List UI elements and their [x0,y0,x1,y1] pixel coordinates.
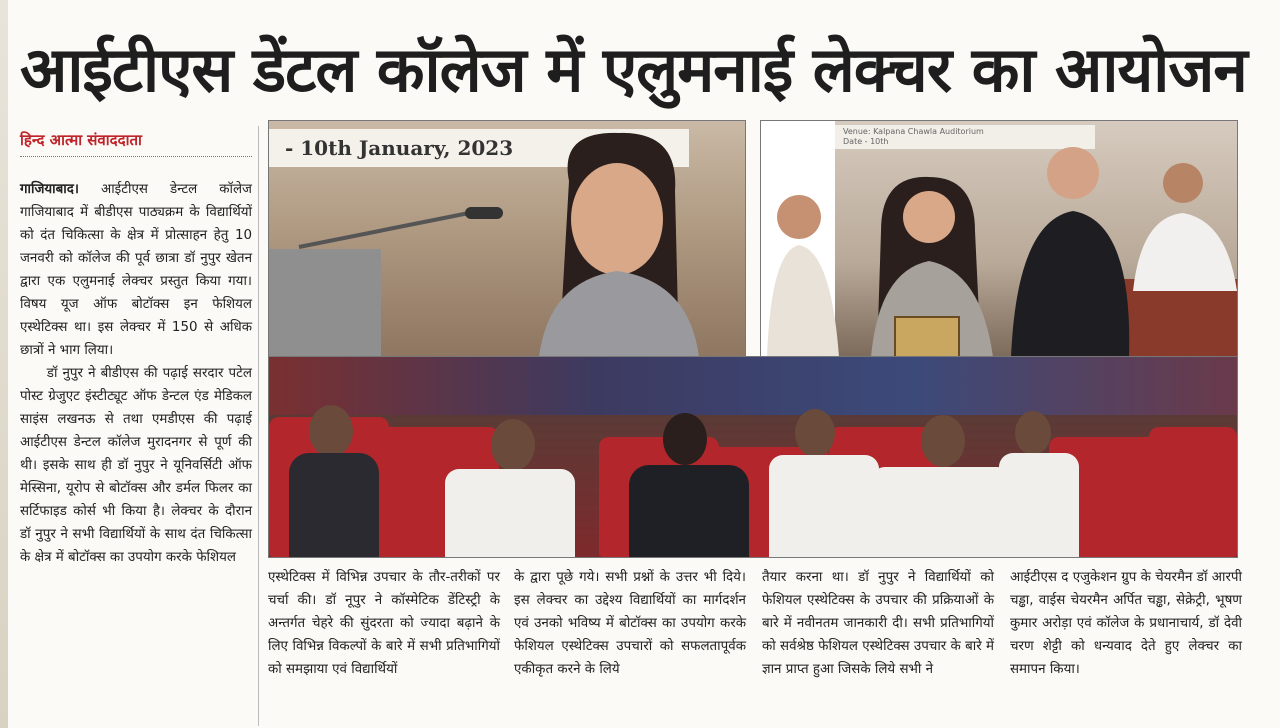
audience-body [629,465,749,557]
headline: आईटीएस डेंटल कॉलेज में एलुमनाई लेक्चर का आयोजन [20,33,1247,106]
microphone-stand [299,213,469,247]
audience-coat [445,469,575,557]
person1-head [777,195,821,239]
person4-head [1163,163,1203,203]
person3-jacket [1011,211,1129,357]
photo-speaker [268,120,746,358]
date-text: Date - 10th [843,137,889,146]
award-illustration [761,121,1237,357]
audience-coat [871,467,1011,557]
audience-coat [999,453,1079,557]
column-divider [258,126,259,726]
photo-award [760,120,1238,358]
photo-audience [268,356,1238,558]
audience-head [921,415,965,467]
lede-paragraph-2: डॉ नुपुर ने बीडीएस की पढ़ाई सरदार पटेल पोस्ट ग्रेजुएट इंस्टीट्यूट ऑफ डेन्टल एंड मेडिकल साइंस लखनऊ से तथा एमडीएस की पढ़ाई आईटीएस डेन्टल कॉलेज मुरादनगर से पूर्ण की थी। इसके साथ ही डॉ नुपुर ने यूनिवर्सिटी ऑफ मेस्सिना, यूरोप से बोटॉक्स और डर्मल फिलर का सर्टिफाइड कोर्स भी किया है। लेक्चर के दौरान डॉ नुपुर ने सभी विद्यार्थियों के साथ दंत चिकित्सा के क्षेत्र में बोटॉक्स का उपयोग करके फेशियल [20,366,252,565]
person2-head [903,191,955,243]
audience-head [795,409,835,457]
person3-head [1047,147,1099,199]
audience-head [663,413,707,465]
audience-head [309,405,353,457]
article-column-4: तैयार करना था। डॉ नुपुर ने विद्यार्थियों को फेशियल एस्थेटिक्स के उपचार की प्रक्रियाओं के बारे में नवीनतम जानकारी दी। सभी प्रतिभागियों को सर्वश्रेष्ठ फेशियल एस्थेटिक्स उपचार के बारे में ज्ञान प्राप्त हुआ जिसके लिये सभी ने [762,570,994,677]
dateline-place: गाजियाबाद। [20,182,79,197]
podium [269,249,381,357]
audience-head [491,419,535,471]
back-rows [269,357,1237,415]
page-edge [0,0,8,728]
audience-coat [769,455,879,557]
byline-divider [20,156,252,157]
audience-head [1015,411,1051,455]
venue-text: Venue: Kalpana Chawla Auditorium [843,127,984,136]
award-certificate [895,317,959,357]
lede-column [20,178,252,569]
person1-scarf [767,245,839,357]
byline: हिन्द आत्मा संवाददाता [20,131,142,149]
audience-body [289,453,379,557]
auditorium-seat [1149,427,1237,557]
photo-banner-date: - 10th January, 2023 [269,129,689,167]
person4-coat [1133,213,1237,291]
speaker-face [571,163,663,275]
article-column-2: एस्थेटिक्स में विभिन्न उपचार के तौर-तरीकों पर चर्चा की। डॉ नूपुर ने कॉस्मेटिक डेंटिस्ट्री के अन्तर्गत चेहरे की सुंदरता को ज्यादा बढ़ाने के लिए विभिन्न विकल्पों के बारे में सभी प्रतिभागियों को समझाया एवं विद्यार्थियों [268,570,500,677]
article-column-5: आईटीएस द एजुकेशन ग्रुप के चेयरमैन डॉ आरपी चड्ढा, वाईस चेयरमैन अर्पित चड्ढा, सेक्रेट्री, भूषण कुमार अरोड़ा एवं कॉलेज के प्रधानाचार्य, डॉ देवी चरण शेट्टी को धन्यवाद देते हुए लेक्चर का समापन किया। [1010,570,1242,677]
speaker-illustration [269,121,745,357]
microphone [465,207,503,219]
article-column-3: के द्वारा पूछे गये। सभी प्रश्नों के उत्तर भी दिये। इस लेक्चर का उद्देश्य विद्यार्थियों का मार्गदर्शन एवं उनको भविष्य में बोटॉक्स का उपयोग करके फेशियल एस्थेटिक्स उपचारों को सफलतापूर्वक एकीकृत करने के लिये [514,570,746,677]
lede-paragraph-1: आईटीएस डेन्टल कॉलेज गाजियाबाद में बीडीएस पाठ्यक्रम के विद्यार्थियों को दंत चिकित्सा के क्षेत्र में प्रोत्साहन हेतु 10 जनवरी को कॉलेज की पूर्व छात्रा डॉ नुपुर खेतन द्वारा एक एलुमनाई लेक्चर प्रस्तुत किया गया। विषय यूज ऑफ बोटॉक्स इन फेशियल एस्थेटिक्स था। इस लेक्चर में 150 से अधिक छात्रों ने भाग लिया। [20,182,252,358]
